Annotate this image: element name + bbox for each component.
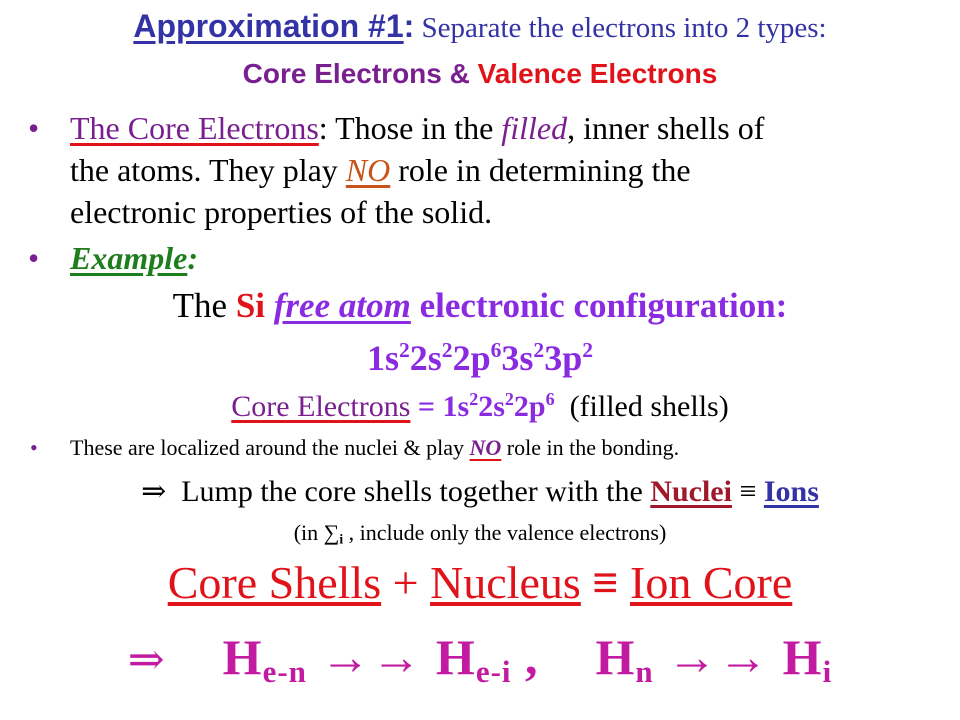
config-3p: 3p — [544, 338, 583, 378]
bullet-mark: • — [28, 240, 40, 276]
subtitle-amp: & — [441, 58, 478, 89]
comma: , — [511, 629, 539, 685]
free-atom-term: free atom — [273, 286, 411, 325]
h-symbol-1: H — [222, 629, 263, 685]
ions-term: Ions — [763, 475, 819, 508]
double-arrow-1: →→ — [320, 629, 423, 685]
slide-title — [0, 8, 960, 45]
h-sub-n: n — [635, 653, 654, 689]
config-2p: 2p — [452, 338, 491, 378]
config-2s: 2s — [409, 338, 442, 378]
core-shells-term: Core Shells — [167, 557, 382, 608]
core-note: (filled shells) — [554, 390, 729, 423]
no-word-2: NO — [469, 435, 502, 460]
core-text-2: , inner shells of — [567, 110, 765, 146]
implies-arrow-2: ⇒ — [127, 635, 166, 684]
subtitle-valence: Valence Electrons — [477, 58, 718, 89]
paren-text-1: (in ∑ — [293, 520, 340, 545]
config-3s: 3s — [501, 338, 534, 378]
lump-line — [0, 474, 960, 509]
h-symbol-4: H — [782, 629, 823, 685]
paren-text-2: , include only the valence electrons) — [343, 520, 667, 545]
config-exp-2: 2 — [441, 338, 453, 362]
config-exp-5: 2 — [582, 338, 594, 362]
core-2p: 2p — [513, 390, 546, 423]
config-1s: 1s — [366, 338, 399, 378]
core-2s: 2s — [478, 390, 505, 423]
core-electrons-label: Core Electrons — [231, 390, 411, 423]
nucleus-term: Nucleus — [430, 557, 581, 608]
localized-text-2: role in the bonding. — [501, 435, 680, 460]
title-colon: : — [403, 8, 415, 44]
core-electrons-line — [0, 390, 960, 424]
equiv-symbol-1: ≡ — [731, 475, 764, 508]
bullet-mark: • — [28, 110, 40, 146]
ion-core-term: Ion Core — [630, 557, 793, 608]
core-electrons-term: The Core Electrons — [70, 110, 319, 146]
h-symbol-2: H — [435, 629, 476, 685]
bullet-mark: • — [30, 435, 38, 460]
example-text-2: electronic configuration: — [410, 286, 788, 325]
core-exp-1: 2 — [469, 389, 479, 409]
core-colon: : — [318, 110, 328, 146]
plus-symbol: + — [381, 557, 431, 608]
localized-text-1: These are localized around the nuclei & play — [70, 435, 470, 460]
core-line2-a: the atoms. They play — [70, 152, 346, 188]
ion-core-equation — [0, 556, 960, 609]
si-symbol: Si — [235, 286, 266, 325]
slide-subtitle — [0, 58, 960, 90]
lump-text: Lump the core shells together with the — [166, 475, 651, 508]
title-label: Approximation #1 — [133, 8, 404, 44]
example-text-1: The — [172, 286, 236, 325]
title-rest: Separate the electrons into 2 types: — [414, 12, 827, 44]
filled-word: filled — [501, 110, 568, 146]
core-text-1: Those in the — [327, 110, 502, 146]
core-exp-2: 2 — [504, 389, 514, 409]
hamiltonian-line — [0, 628, 960, 689]
h-symbol-3: H — [595, 629, 636, 685]
paren-note — [0, 520, 960, 546]
example-colon: : — [187, 240, 198, 276]
h-sub-i: i — [822, 653, 833, 689]
double-arrow-2: →→ — [667, 629, 770, 685]
nuclei-term: Nuclei — [650, 475, 732, 508]
h-sub-en: e-n — [262, 653, 307, 689]
example-heading — [0, 286, 960, 326]
subtitle-core: Core Electrons — [242, 58, 442, 89]
core-eq: = 1s — [410, 390, 470, 423]
core-line2-b: role in determining the — [390, 152, 691, 188]
sum-subscript: i — [339, 531, 344, 547]
config-exp-4: 2 — [533, 338, 545, 362]
example-label: Example — [70, 240, 188, 276]
core-exp-3: 6 — [545, 389, 555, 409]
space — [265, 286, 274, 325]
core-line3: electronic properties of the solid. — [70, 194, 493, 230]
config-exp-1: 2 — [398, 338, 410, 362]
implies-arrow-1: ⇒ — [141, 475, 167, 508]
no-word-1: NO — [345, 152, 391, 188]
h-sub-ei: e-i — [475, 653, 512, 689]
equiv-symbol-2: ≡ — [580, 557, 631, 608]
si-configuration — [0, 337, 960, 379]
config-exp-3: 6 — [490, 338, 502, 362]
